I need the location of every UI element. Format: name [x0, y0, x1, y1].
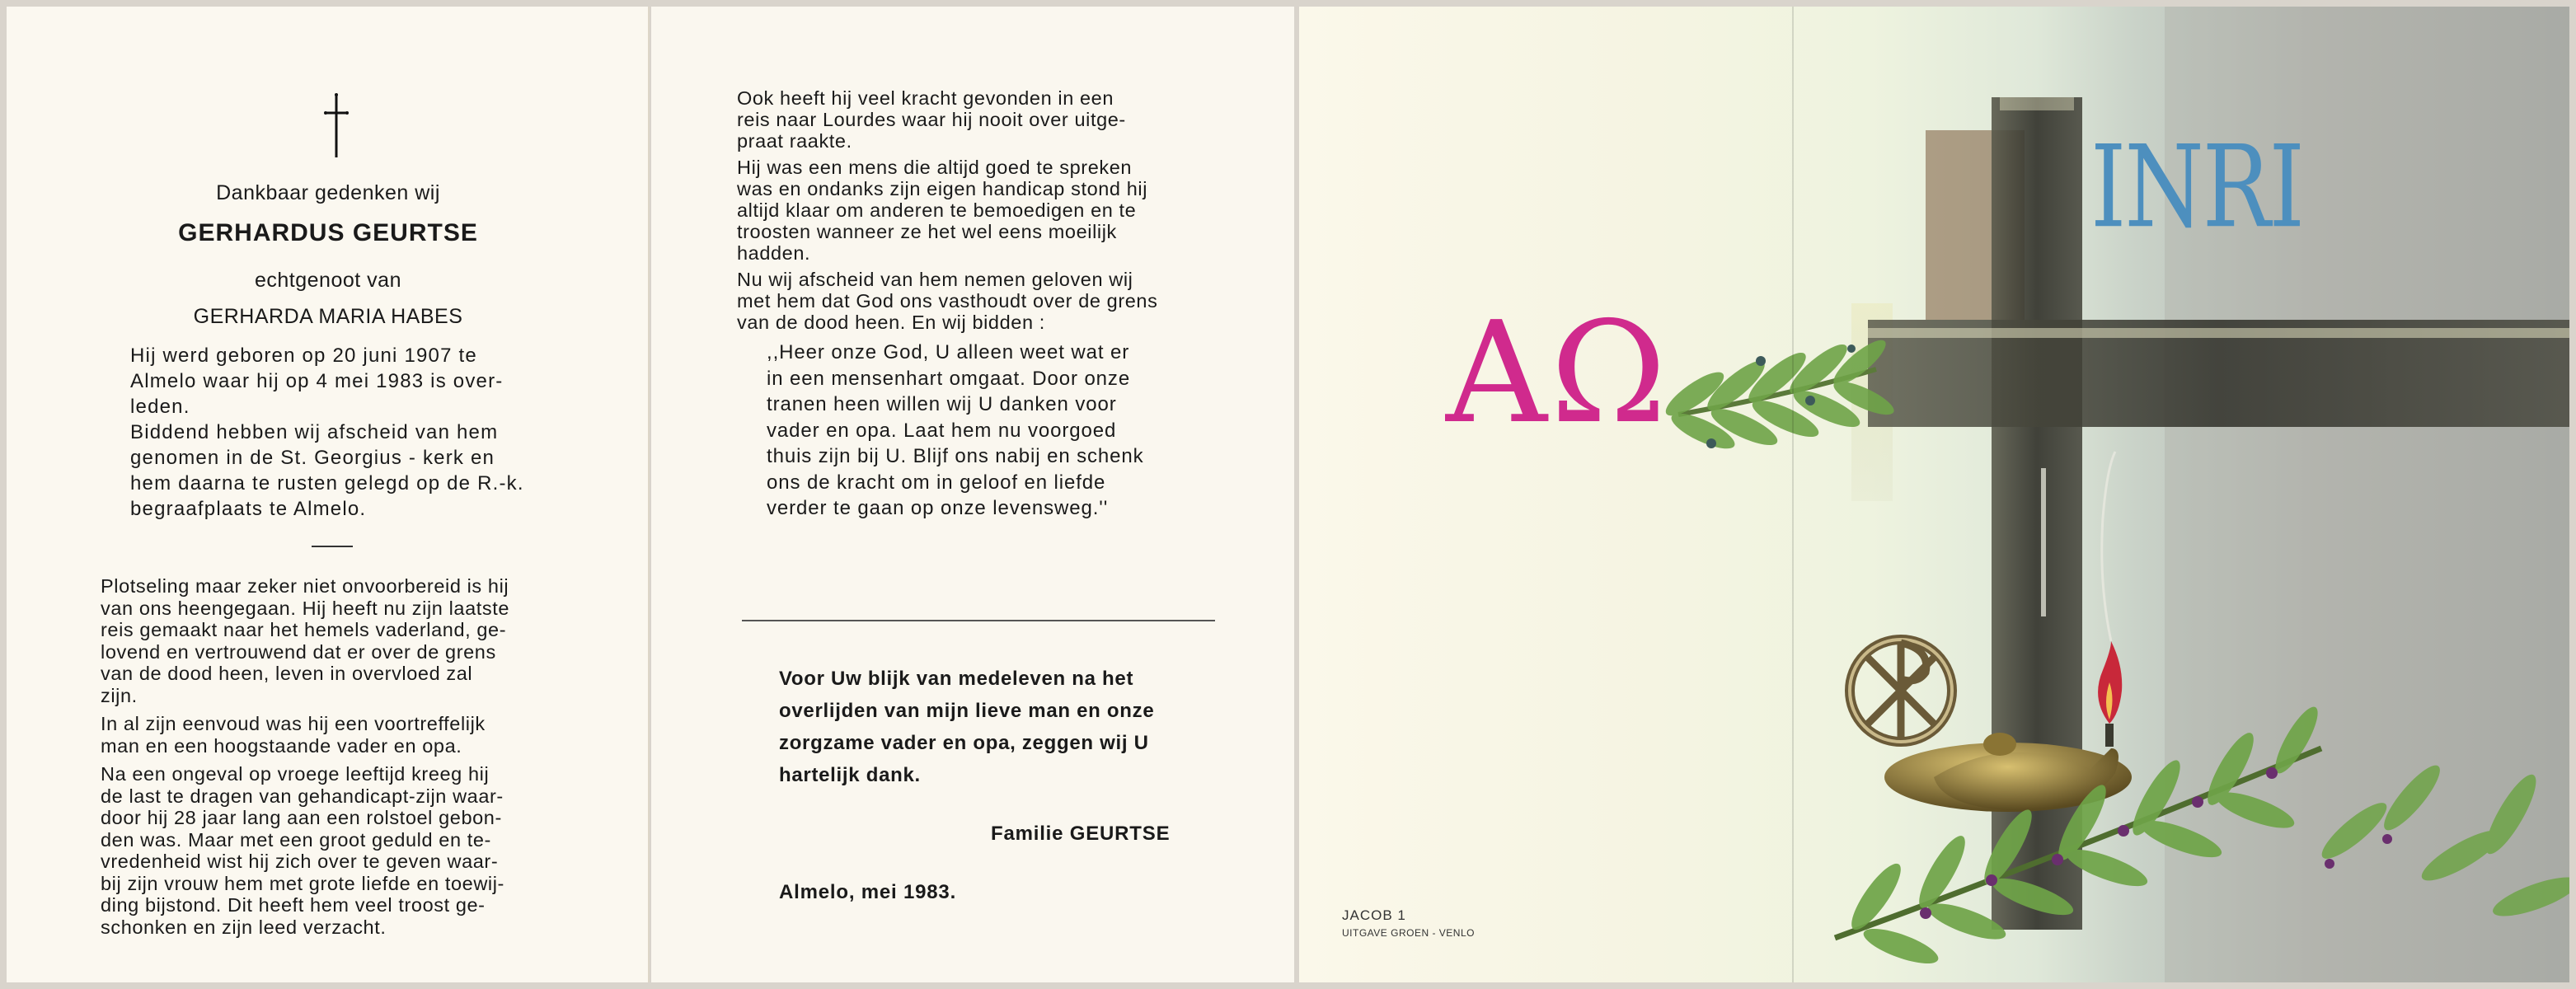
- text-line: hartelijk dank.: [779, 764, 921, 786]
- text-line: Voor Uw blijk van medeleven na het: [779, 668, 1134, 690]
- cross-icon: [324, 93, 349, 159]
- card-panel-middle: [651, 7, 1294, 982]
- text-line: was en ondanks zijn eigen handicap stond hij: [737, 178, 1148, 199]
- text-line: de last te dragen van gehandicapt-zijn waar-: [101, 785, 504, 807]
- text-line: Na een ongeval op vroege leeftijd kreeg hij: [101, 763, 490, 785]
- text-line: den was. Maar met een groot geduld en te-: [101, 828, 491, 851]
- card-panel-left: [7, 7, 650, 982]
- text-line: ,,Heer onze God, U alleen weet wat er: [767, 341, 1130, 363]
- birth-paragraph: [130, 343, 552, 522]
- text-line: zijn.: [101, 684, 138, 706]
- text-line: bij zijn vrouw hem met grote liefde en toewij-: [101, 872, 504, 894]
- text-line: vredenheid wist hij zich over te geven waar-: [101, 851, 499, 872]
- cover-fold: [1792, 7, 1794, 982]
- text-line: reis naar Lourdes waar hij nooit over uitge-: [737, 109, 1126, 130]
- text-line: Nu wij afscheid van hem nemen geloven wij: [737, 269, 1133, 290]
- text-line: hem daarna te rusten gelegd op de R.-k.: [130, 472, 524, 494]
- text-line: Hij werd geboren op 20 juni 1907 te: [130, 345, 477, 367]
- text-line: Biddend hebben wij afscheid van hem: [130, 421, 499, 443]
- text-line: begraafplaats te Almelo.: [130, 498, 367, 520]
- text-line: in een mensenhart omgaat. Door onze: [767, 367, 1131, 390]
- text-line: Almelo waar hij op 4 mei 1983 is over-: [130, 370, 504, 392]
- text-line: overlijden van mijn lieve man en onze: [779, 700, 1155, 722]
- inri-inscription: INRI: [2090, 120, 2303, 253]
- text-line: Plotseling maar zeker niet onvoorbereid is hij: [101, 575, 509, 597]
- text-line: lovend en vertrouwend dat er over de grens: [101, 640, 496, 663]
- middle-paragraphs: [737, 87, 1213, 333]
- card-cover: [1299, 7, 2569, 982]
- place-date: Almelo, mei 1983.: [779, 881, 957, 903]
- text-line: door hij 28 jaar lang aan een rolstoel gebon-: [101, 807, 502, 828]
- publisher-name: UITGAVE GROEN - VENLO: [1342, 927, 1475, 939]
- relation-line: echtgenoot van: [255, 269, 401, 292]
- text-line: ding bijstond. Dit heeft hem veel troost ge-: [101, 894, 486, 916]
- text-line: schonken en zijn leed verzacht.: [101, 916, 387, 938]
- cover-artwork: [1299, 7, 2569, 982]
- long-divider: [742, 620, 1215, 621]
- text-line: man en een hoogstaande vader en opa.: [101, 734, 462, 757]
- text-line: Hij was een mens die altijd goed te spreken: [737, 157, 1133, 178]
- text-line: thuis zijn bij U. Blijf ons nabij en schenk: [767, 445, 1144, 467]
- text-line: van de dood heen. En wij bidden :: [737, 312, 1045, 333]
- deceased-name: GERHARDUS GEURTSE: [178, 219, 478, 246]
- text-line: met hem dat God ons vasthoudt over de grens: [737, 290, 1158, 312]
- text-line: altijd klaar om anderen te bemoedigen en te: [737, 199, 1137, 221]
- text-line: leden.: [130, 396, 190, 418]
- text-line: van ons heengegaan. Hij heeft nu zijn laatste: [101, 597, 510, 619]
- spouse-name: GERHARDA MARIA HABES: [193, 305, 463, 328]
- text-line: Ook heeft hij veel kracht gevonden in een: [737, 87, 1114, 109]
- text-line: zorgzame vader en opa, zeggen wij U: [779, 732, 1149, 754]
- text-line: tranen heen willen wij U danken voor: [767, 393, 1117, 415]
- text-line: praat raakte.: [737, 130, 852, 152]
- thanks-message: [779, 663, 1241, 791]
- memorial-paragraphs: [101, 575, 580, 938]
- publisher-code: JACOB 1: [1342, 907, 1406, 923]
- chi-rho-icon: [1850, 640, 1952, 742]
- prayer-quote: [767, 340, 1245, 522]
- text-line: ons de kracht om in geloof en liefde: [767, 471, 1106, 494]
- text-line: reis gemaakt naar het hemels vaderland, ge-: [101, 619, 507, 640]
- text-line: van de dood heen, leven in overvloed zal: [101, 663, 473, 684]
- intro-line: Dankbaar gedenken wij: [216, 181, 440, 204]
- text-line: genomen in de St. Georgius - kerk en: [130, 447, 495, 469]
- text-line: troosten wanneer ze het wel eens moeilijk: [737, 221, 1117, 242]
- text-line: verder te gaan op onze levensweg.'': [767, 497, 1109, 519]
- text-line: hadden.: [737, 242, 811, 264]
- text-line: vader en opa. Laat hem nu voorgoed: [767, 419, 1117, 442]
- family-signature: Familie GEURTSE: [991, 823, 1171, 845]
- alpha-omega-symbol: AΩ: [1446, 292, 1670, 455]
- text-line: In al zijn eenvoud was hij een voortreffelijk: [101, 713, 486, 734]
- short-divider: [312, 546, 353, 547]
